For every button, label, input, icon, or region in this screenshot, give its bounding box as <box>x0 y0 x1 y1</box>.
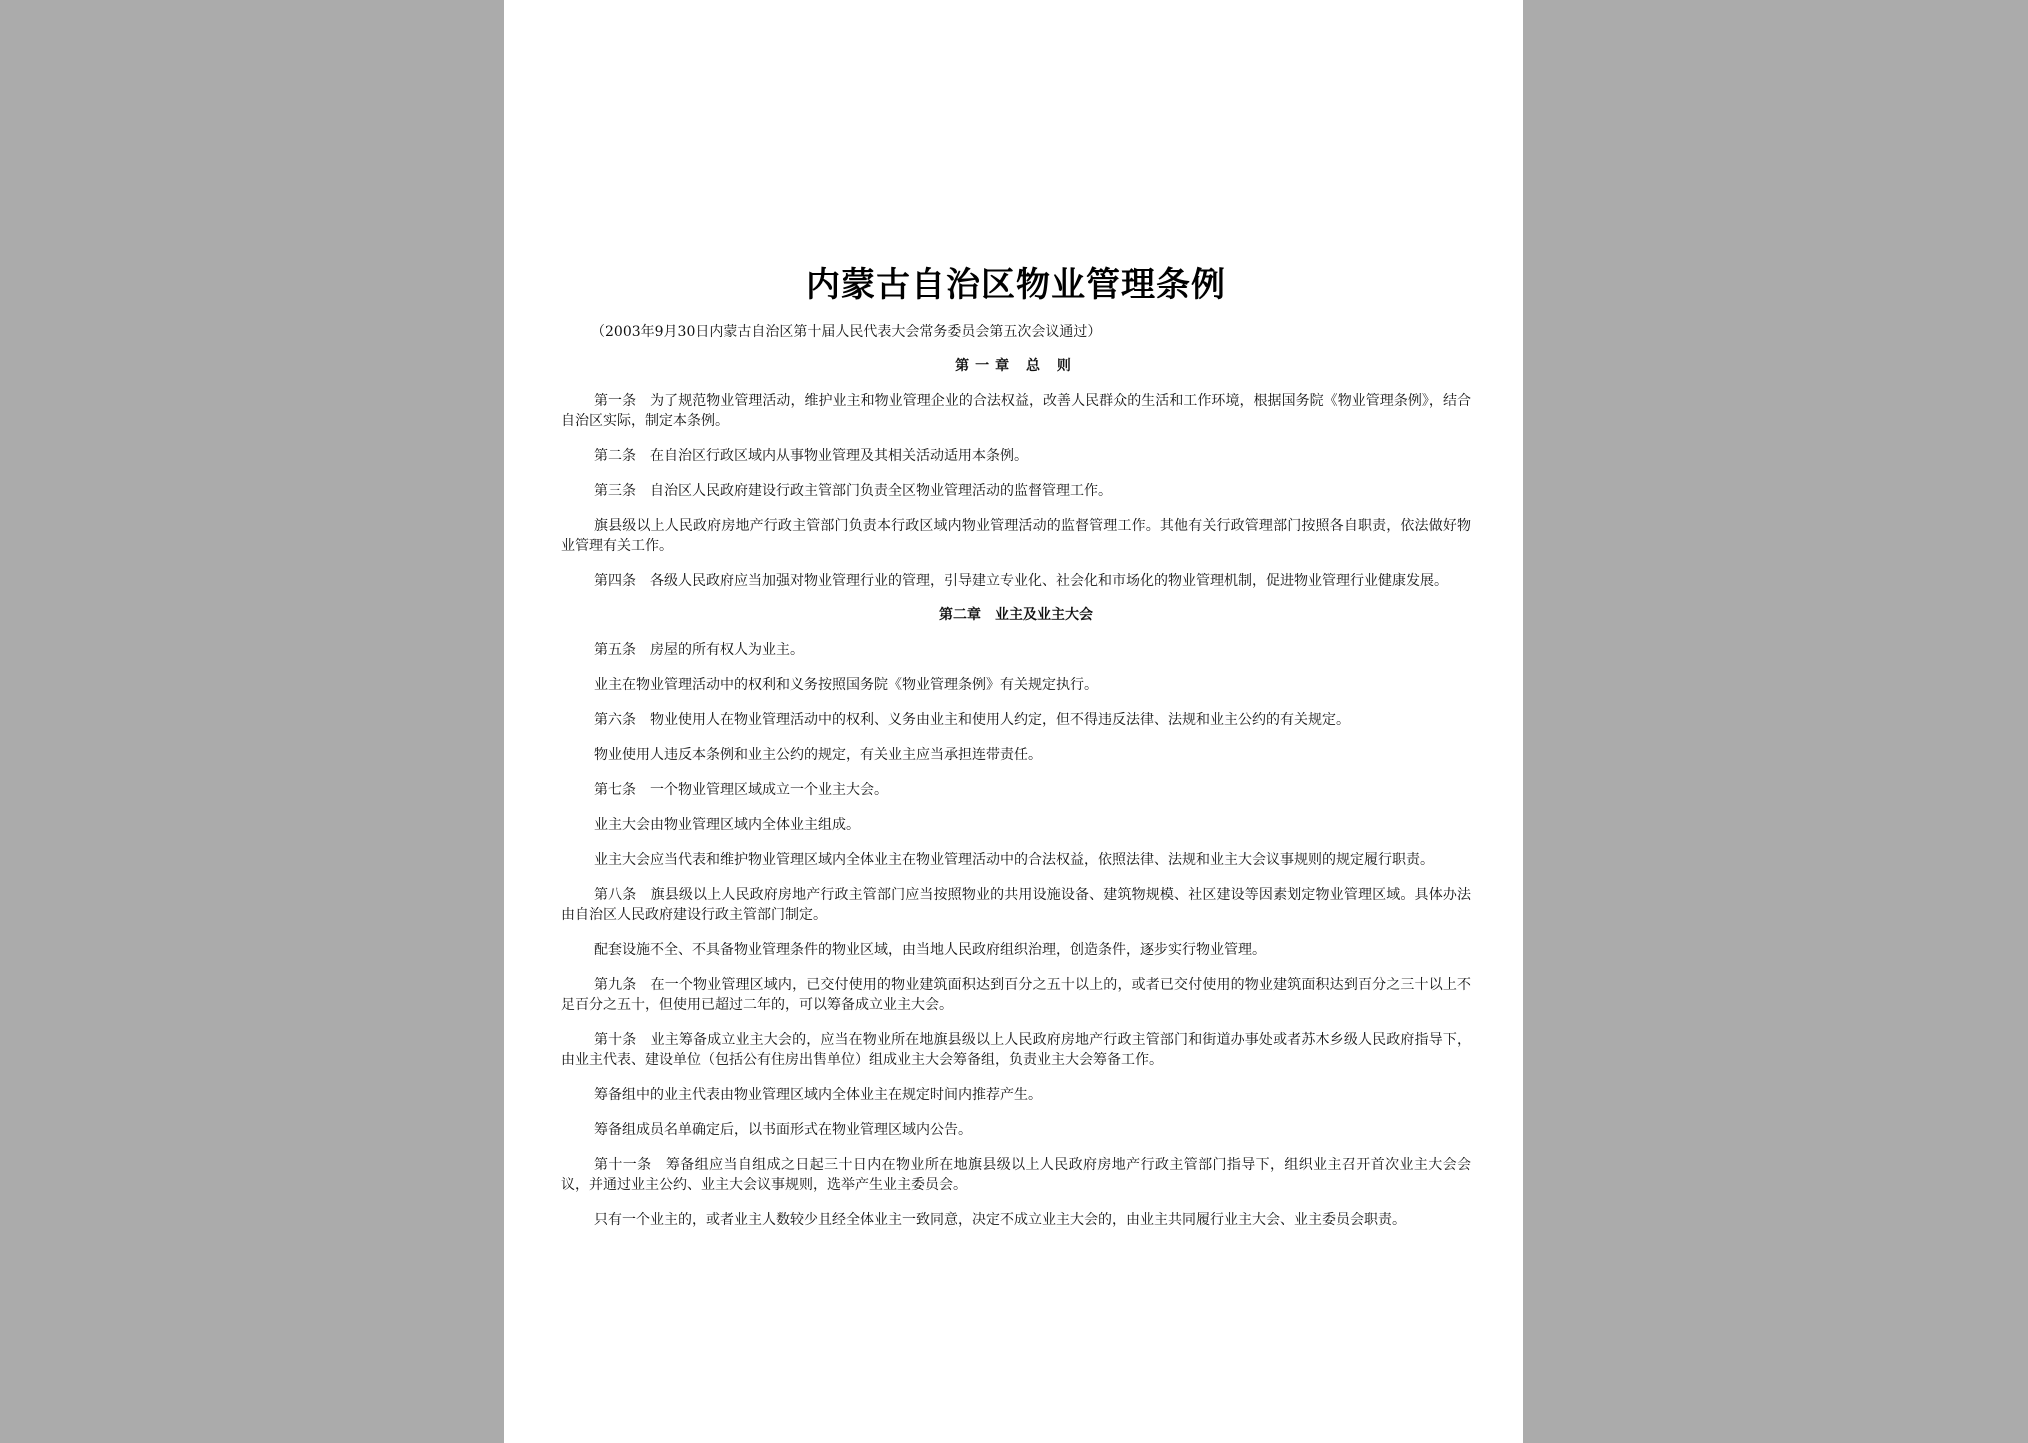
paragraph: 业主大会由物业管理区域内全体业主组成。 <box>594 817 860 833</box>
paragraph: 第十条 业主筹备成立业主大会的，应当在物业所在地旗县级以上人民政府房地产行政主管部门和街道办事处或者苏木乡级人民政府指导下，由业主代表、建设单位（包括公有住房出售单位）组成业主大会筹备组，负责业主大会筹备工作。 <box>561 1032 1471 1068</box>
chapter-1-heading: 第一章 总 则 <box>955 358 1077 374</box>
chapter-2 <box>561 605 1471 1230</box>
paragraph: 业主大会应当代表和维护物业管理区域内全体业主在物业管理活动中的合法权益，依照法律、法规和业主大会议事规则的规定履行职责。 <box>594 852 1434 868</box>
document-subtitle: （2003年9月30日内蒙古自治区第十届人民代表大会常务委员会第五次会议通过） <box>591 324 1102 340</box>
paragraph: 配套设施不全、不具备物业管理条件的物业区域，由当地人民政府组织治理，创造条件，逐步实行物业管理。 <box>594 942 1266 958</box>
paragraph: 第九条 在一个物业管理区域内，已交付使用的物业建筑面积达到百分之五十以上的，或者已交付使用的物业建筑面积达到百分之三十以上不足百分之五十，但使用已超过二年的，可以筹备成立业主大会。 <box>561 977 1471 1013</box>
paragraph: 物业使用人违反本条例和业主公约的规定，有关业主应当承担连带责任。 <box>594 747 1042 763</box>
paragraph: 第七条 一个物业管理区域成立一个业主大会。 <box>594 782 888 798</box>
paragraph: 第一条 为了规范物业管理活动，维护业主和物业管理企业的合法权益，改善人民群众的生活和工作环境，根据国务院《物业管理条例》，结合自治区实际，制定本条例。 <box>561 393 1471 429</box>
document-title: 内蒙古自治区物业管理条例 <box>806 265 1226 305</box>
paragraph: 第四条 各级人民政府应当加强对物业管理行业的管理，引导建立专业化、社会化和市场化的物业管理机制，促进物业管理行业健康发展。 <box>594 573 1448 589</box>
chapter-1 <box>561 356 1471 591</box>
paragraph: 第二条 在自治区行政区域内从事物业管理及其相关活动适用本条例。 <box>594 448 1028 464</box>
paragraph: 第三条 自治区人民政府建设行政主管部门负责全区物业管理活动的监督管理工作。 <box>594 483 1112 499</box>
paragraph: 筹备组成员名单确定后，以书面形式在物业管理区域内公告。 <box>594 1122 972 1138</box>
paragraph: 只有一个业主的，或者业主人数较少且经全体业主一致同意，决定不成立业主大会的，由业主共同履行业主大会、业主委员会职责。 <box>594 1212 1406 1228</box>
paragraph: 旗县级以上人民政府房地产行政主管部门负责本行政区域内物业管理活动的监督管理工作。其他有关行政管理部门按照各自职责，依法做好物业管理有关工作。 <box>561 518 1471 554</box>
page-content <box>561 262 1471 1230</box>
paragraph: 第六条 物业使用人在物业管理活动中的权利、义务由业主和使用人约定，但不得违反法律、法规和业主公约的有关规定。 <box>594 712 1350 728</box>
chapter-2-heading: 第二章 业主及业主大会 <box>939 607 1093 623</box>
paragraph: 筹备组中的业主代表由物业管理区域内全体业主在规定时间内推荐产生。 <box>594 1087 1042 1103</box>
paragraph: 第十一条 筹备组应当自组成之日起三十日内在物业所在地旗县级以上人民政府房地产行政主管部门指导下，组织业主召开首次业主大会会议，并通过业主公约、业主大会议事规则，选举产生业主委员会。 <box>561 1157 1471 1193</box>
document-page <box>504 0 1523 1443</box>
paragraph: 第八条 旗县级以上人民政府房地产行政主管部门应当按照物业的共用设施设备、建筑物规模、社区建设等因素划定物业管理区域。具体办法由自治区人民政府建设行政主管部门制定。 <box>561 887 1471 923</box>
paragraph: 业主在物业管理活动中的权利和义务按照国务院《物业管理条例》有关规定执行。 <box>594 677 1098 693</box>
paragraph: 第五条 房屋的所有权人为业主。 <box>594 642 804 658</box>
